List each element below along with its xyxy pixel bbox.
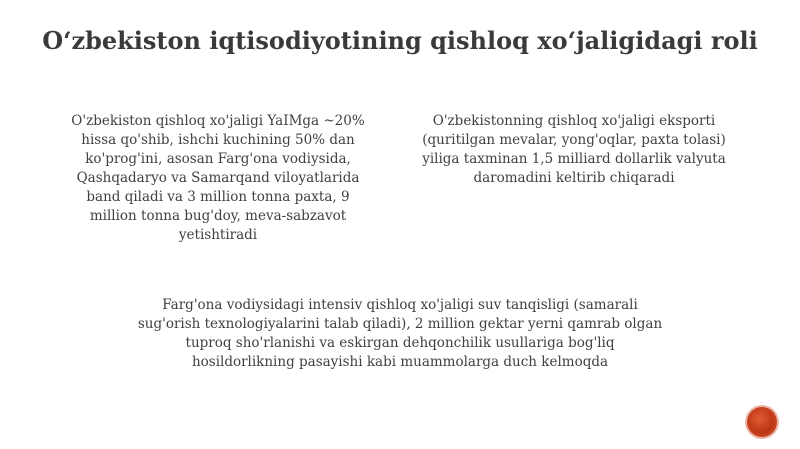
next-slide-button[interactable] — [747, 407, 777, 437]
paragraph-bottom: Farg'ona vodiysidagi intensiv qishloq xo'jaligi suv tanqisligi (samarali sug'orish texnologiyalarini talab qiladi), 2 million gektar yerni qamrab olgan tuproq sho'rlanishi va eskirgan dehqonchilik usullariga bog'liq hosildorlikning pasayishi kabi muammolarga duch kelmoqda — [137, 297, 663, 370]
circle-button-icon — [750, 410, 774, 434]
paragraph-right: O'zbekistonning qishloq xo'jaligi eksporti (quritilgan mevalar, yong'oqlar, paxta tolasi) yiliga taxminan 1,5 milliard dollarlik valyuta daromadini keltirib chiqaradi — [422, 113, 726, 186]
paragraph-left: O'zbekiston qishloq xo'jaligi YaIMga ~20% hissa qo'shib, ishchi kuchining 50% dan ko'prog'ini, asosan Farg'ona vodiysida, Qashqadaryo va Samarqand viloyatlarida band qiladi va 3 million tonna paxta, 9 million tonna bug'doy, meva-sabzavot yetishtiradi — [71, 113, 365, 243]
slide-title: O‘zbekiston iqtisodiyotining qishloq xo‘jaligidagi roli — [42, 26, 758, 55]
